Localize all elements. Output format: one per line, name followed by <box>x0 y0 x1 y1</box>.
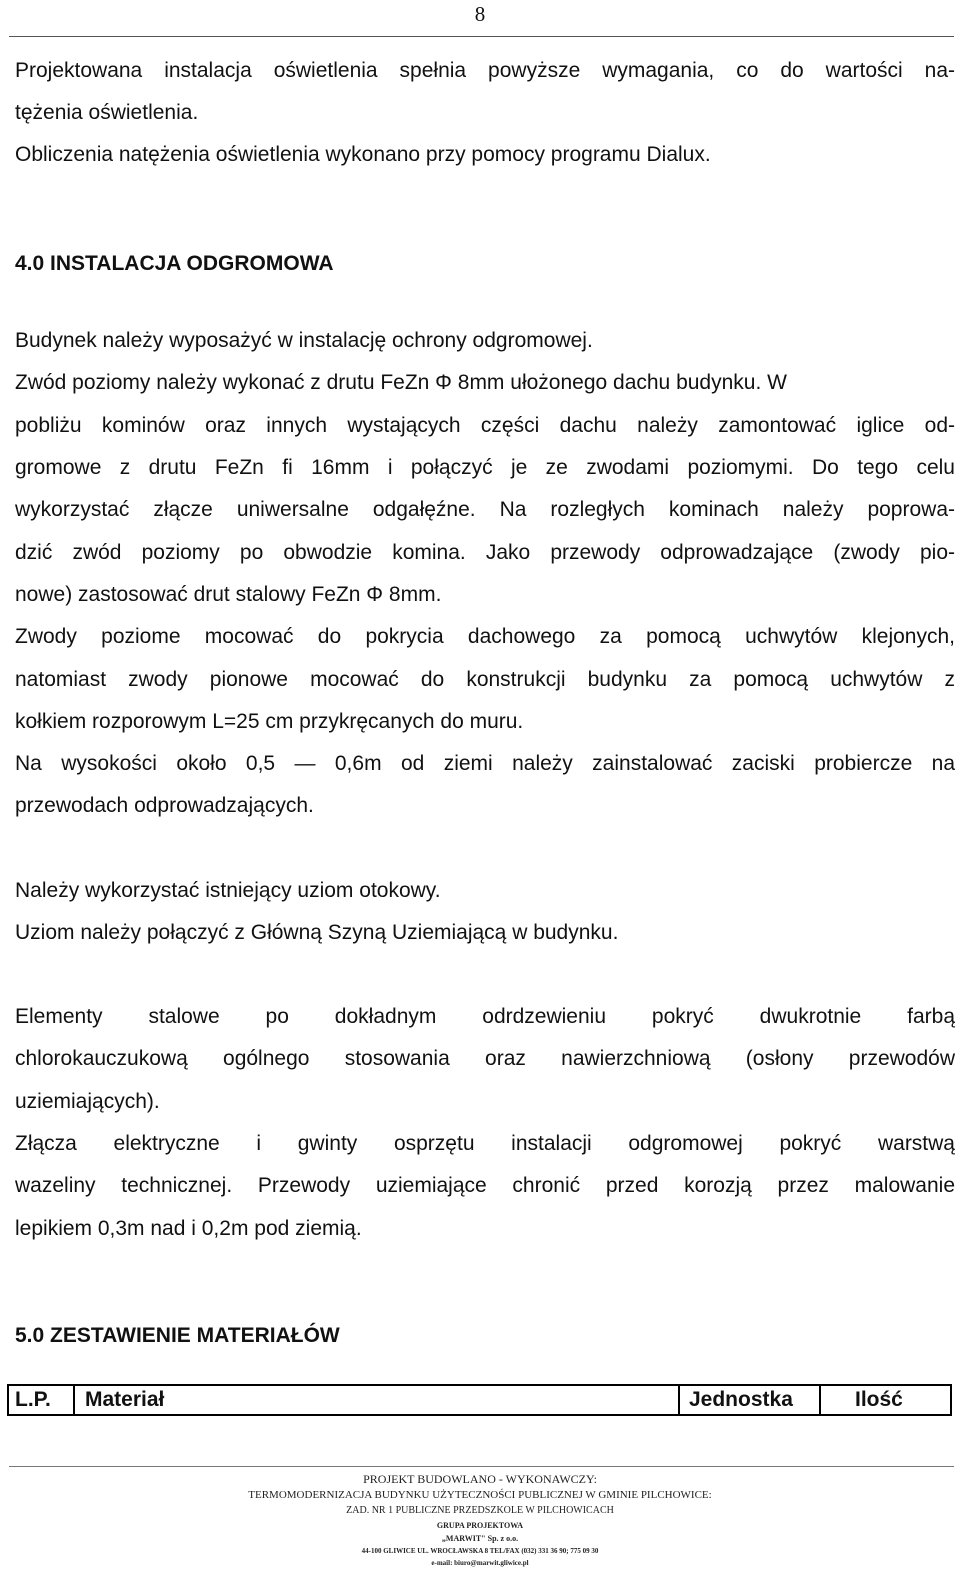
paragraph-line: Zwód poziomy należy wykonać z drutu FeZn Φ 8mm ułożonego dachu budynku. W <box>15 371 787 394</box>
footer-project-type: PROJEKT BUDOWLANO - WYKONAWCZY: <box>363 1472 597 1486</box>
header-rule <box>9 36 954 37</box>
paragraph-line: kołkiem rozporowym L=25 cm przykręcanych do muru. <box>15 710 524 733</box>
table-header-material: Materiał <box>75 1386 680 1414</box>
paragraph-line: pobliżu kominów oraz innych wystających części dachu należy zamontować iglice od- <box>15 414 955 437</box>
paragraph-line: Projektowana instalacja oświetlenia spełnia powyższe wymagania, co do wartości na- <box>15 59 955 82</box>
footer-group: GRUPA PROJEKTOWA <box>436 1521 524 1530</box>
paragraph-line: Elementy stalowe po dokładnym odrdzewieniu pokryć dwukrotnie farbą <box>15 1005 955 1028</box>
paragraph-line: tężenia oświetlenia. <box>15 101 199 124</box>
paragraph-line: dzić zwód poziomy po obwodzie komina. Jako przewody odprowadzające (zwody pio- <box>15 541 955 564</box>
footer-company: „MARWIT" Sp. z o.o. <box>441 1534 519 1543</box>
paragraph-line: uziemiających). <box>15 1090 160 1113</box>
paragraph-line: Obliczenia natężenia oświetlenia wykonano przy pomocy programu Dialux. <box>15 143 711 166</box>
footer-project-title: TERMOMODERNIZACJA BUDYNKU UŻYTECZNOŚCI PUBLICZNEJ W GMINIE PILCHOWICE: <box>248 1489 712 1501</box>
paragraph-line: wazeliny technicznej. Przewody uziemiające chronić przed korozją przez malowanie <box>15 1174 955 1197</box>
paragraph-line: natomiast zwody pionowe mocować do konstrukcji budynku za pomocą uchwytów z <box>15 668 955 691</box>
table-header-quantity: Ilość <box>855 1388 903 1411</box>
footer-task: ZAD. NR 1 PUBLICZNE PRZEDSZKOLE W PILCHOWICACH <box>346 1505 614 1516</box>
page-footer <box>0 1471 960 1569</box>
footer-address: 44-100 GLIWICE UL. WROCŁAWSKA 8 TEL/FAX (032) 331 36 90; 775 09 30 <box>361 1547 599 1555</box>
paragraph-line: Należy wykorzystać istniejący uziom otokowy. <box>15 879 441 902</box>
paragraph-line: Na wysokości około 0,5 — 0,6m od ziemi należy zainstalować zaciski probiercze na <box>15 752 955 775</box>
paragraph-line: nowe) zastosować drut stalowy FeZn Φ 8mm. <box>15 583 442 606</box>
paragraph-line: Zwody poziome mocować do pokrycia dachowego za pomocą uchwytów klejonych, <box>15 625 955 648</box>
paragraph-line: lepikiem 0,3m nad i 0,2m pod ziemią. <box>15 1217 362 1240</box>
section-heading-4: 4.0 INSTALACJA ODGROMOWA <box>15 252 334 275</box>
paragraph-line: wykorzystać złącze uniwersalne odgałęźne. Na rozległych kominach należy poprowa- <box>15 498 955 521</box>
footer-rule <box>9 1466 954 1467</box>
paragraph-line: przewodach odprowadzających. <box>15 794 314 817</box>
table-header-lp: L.P. <box>9 1386 75 1414</box>
materials-table-header <box>7 1384 952 1416</box>
paragraph-line: Złącza elektryczne i gwinty osprzętu instalacji odgromowej pokryć warstwą <box>15 1132 955 1155</box>
footer-email: e-mail: biuro@marwit.gliwice.pl <box>431 1559 529 1567</box>
paragraph-line: chlorokauczukową ogólnego stosowania oraz nawierzchniową (osłony przewodów <box>15 1047 955 1070</box>
table-header-unit: Jednostka <box>680 1386 821 1414</box>
page-number: 8 <box>474 2 486 26</box>
paragraph-line: gromowe z drutu FeZn fi 16mm i połączyć je ze zwodami poziomymi. Do tego celu <box>15 456 955 479</box>
paragraph-line: Budynek należy wyposażyć w instalację ochrony odgromowej. <box>15 329 593 352</box>
section-heading-5: 5.0 ZESTAWIENIE MATERIAŁÓW <box>15 1324 340 1347</box>
paragraph-line: Uziom należy połączyć z Główną Szyną Uziemiającą w budynku. <box>15 921 619 944</box>
